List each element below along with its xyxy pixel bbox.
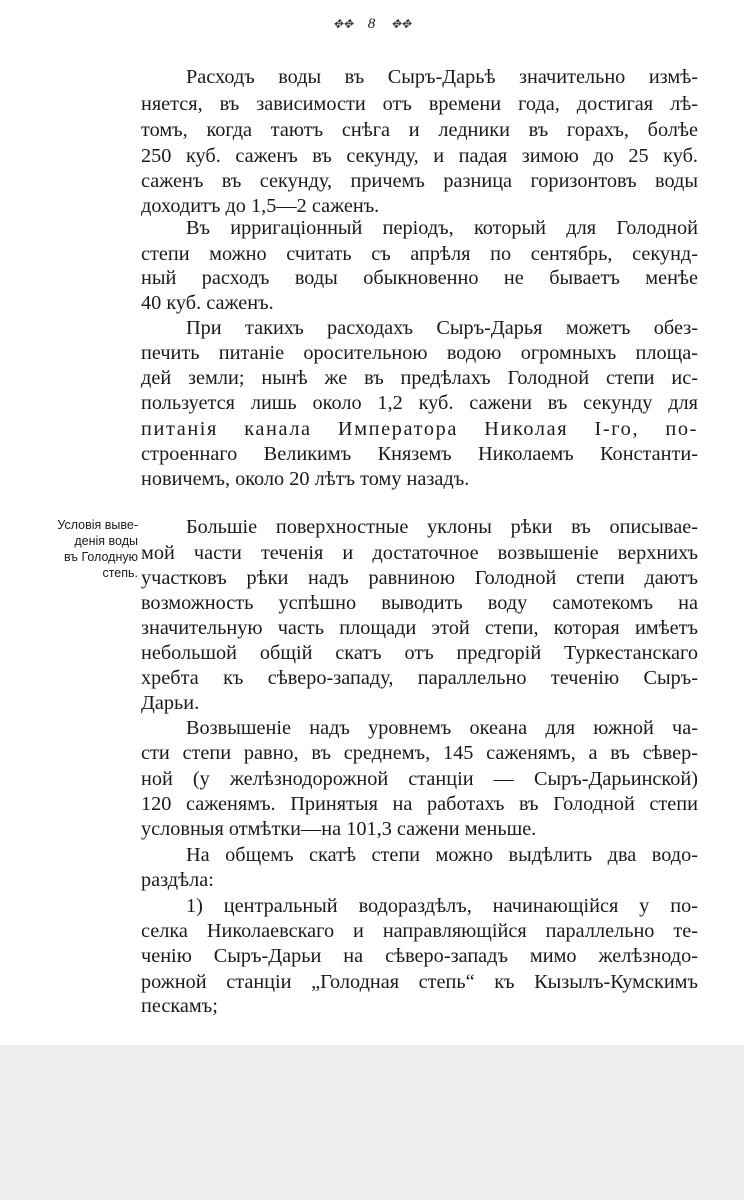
text-line: Большіе поверхностные уклоны рѣки въ описывае- — [186, 516, 698, 538]
text-line: рожной станціи „Голодная степь“ къ Кызылъ-Кумскимъ — [141, 971, 698, 993]
page-number: 8 — [367, 16, 377, 32]
text-line: Въ ирригаціонный періодъ, который для Голодной — [186, 217, 698, 239]
margin-note — [20, 517, 138, 581]
text-line: саженъ въ секунду, причемъ разница горизонтовъ воды — [141, 170, 698, 192]
text-line: пользуется лишь около 1,2 куб. сажени въ секунду для — [141, 392, 698, 414]
text-line: селка Николаевскаго и направляющійся параллельно те- — [141, 920, 698, 942]
text-line: питанія канала Императора Николая I-го, по- — [141, 418, 698, 440]
text-line: участковъ рѣки надъ равниною Голодной степи даютъ — [141, 567, 698, 589]
text-line: 120 саженямъ. Принятыя на работахъ въ Голодной степи — [141, 793, 698, 815]
text-line: раздѣла: — [141, 869, 214, 891]
page-header — [0, 16, 744, 33]
text-line: мой части теченія и достаточное возвышеніе верхнихъ — [141, 542, 698, 564]
text-line: небольшой общій скатъ отъ предгорій Туркестанскаго — [141, 642, 698, 664]
text-line: сти степи равно, въ среднемъ, 145 саженямъ, а въ сѣвер- — [141, 742, 698, 764]
text-line: ной (у желѣзнодорожной станціи — Сыръ-Дарьинской) — [141, 768, 698, 790]
margin-note-line: денія воды — [74, 534, 138, 548]
text-line: новичемъ, около 20 лѣтъ тому назадъ. — [141, 468, 470, 490]
text-line: няется, въ зависимости отъ времени года, достигая лѣ- — [141, 93, 698, 115]
text-line: ченію Сыръ-Дарьи на сѣверо-западъ мимо желѣзнодо- — [141, 945, 698, 967]
right-ornament: ✥✥ — [391, 17, 412, 31]
text-line: томъ, когда таютъ снѣга и ледники въ горахъ, болѣе — [141, 119, 698, 141]
text-line: 1) центральный водораздѣлъ, начинающійся у по- — [186, 895, 698, 917]
text-line: Возвышеніе надъ уровнемъ океана для южной ча- — [186, 717, 698, 739]
text-line: возможность успѣшно выводить воду самотекомъ на — [141, 592, 698, 614]
text-line: 40 куб. саженъ. — [141, 292, 274, 314]
text-line: Дарьи. — [141, 692, 200, 714]
text-line: пескамъ; — [141, 995, 218, 1017]
text-line: На общемъ скатѣ степи можно выдѣлить два водо- — [186, 844, 698, 866]
text-line: значительную часть площади этой степи, которая имѣетъ — [141, 617, 698, 639]
text-line: При такихъ расходахъ Сыръ-Дарья можетъ обез- — [186, 317, 698, 339]
text-line: доходитъ до 1,5—2 саженъ. — [141, 195, 380, 217]
text-line: Расходъ воды въ Сыръ-Дарьѣ значительно измѣ- — [186, 66, 698, 88]
margin-note-line: въ Голодную — [63, 550, 138, 564]
margin-note-line: степь. — [102, 566, 138, 580]
text-line: ный расходъ воды обыкновенно не бываетъ менѣе — [141, 267, 698, 289]
text-line: степи можно считать съ апрѣля по сентябрь, секунд- — [141, 243, 698, 265]
text-line: хребта къ сѣверо-западу, параллельно теченію Сыръ- — [141, 667, 698, 689]
text-line: печить питаніе оросительною водою огромныхъ площа- — [141, 342, 698, 364]
left-ornament: ✥✥ — [332, 17, 353, 31]
margin-note-line: Условія выве- — [57, 518, 138, 532]
text-line: строеннаго Великимъ Княземъ Николаемъ Константи- — [141, 443, 698, 465]
text-line: дей земли; нынѣ же въ предѣлахъ Голодной степи ис- — [141, 367, 698, 389]
text-line: 250 куб. саженъ въ секунду, и падая зимою до 25 куб. — [141, 145, 698, 167]
text-line: условныя отмѣтки—на 101,3 сажени меньше. — [141, 818, 537, 840]
